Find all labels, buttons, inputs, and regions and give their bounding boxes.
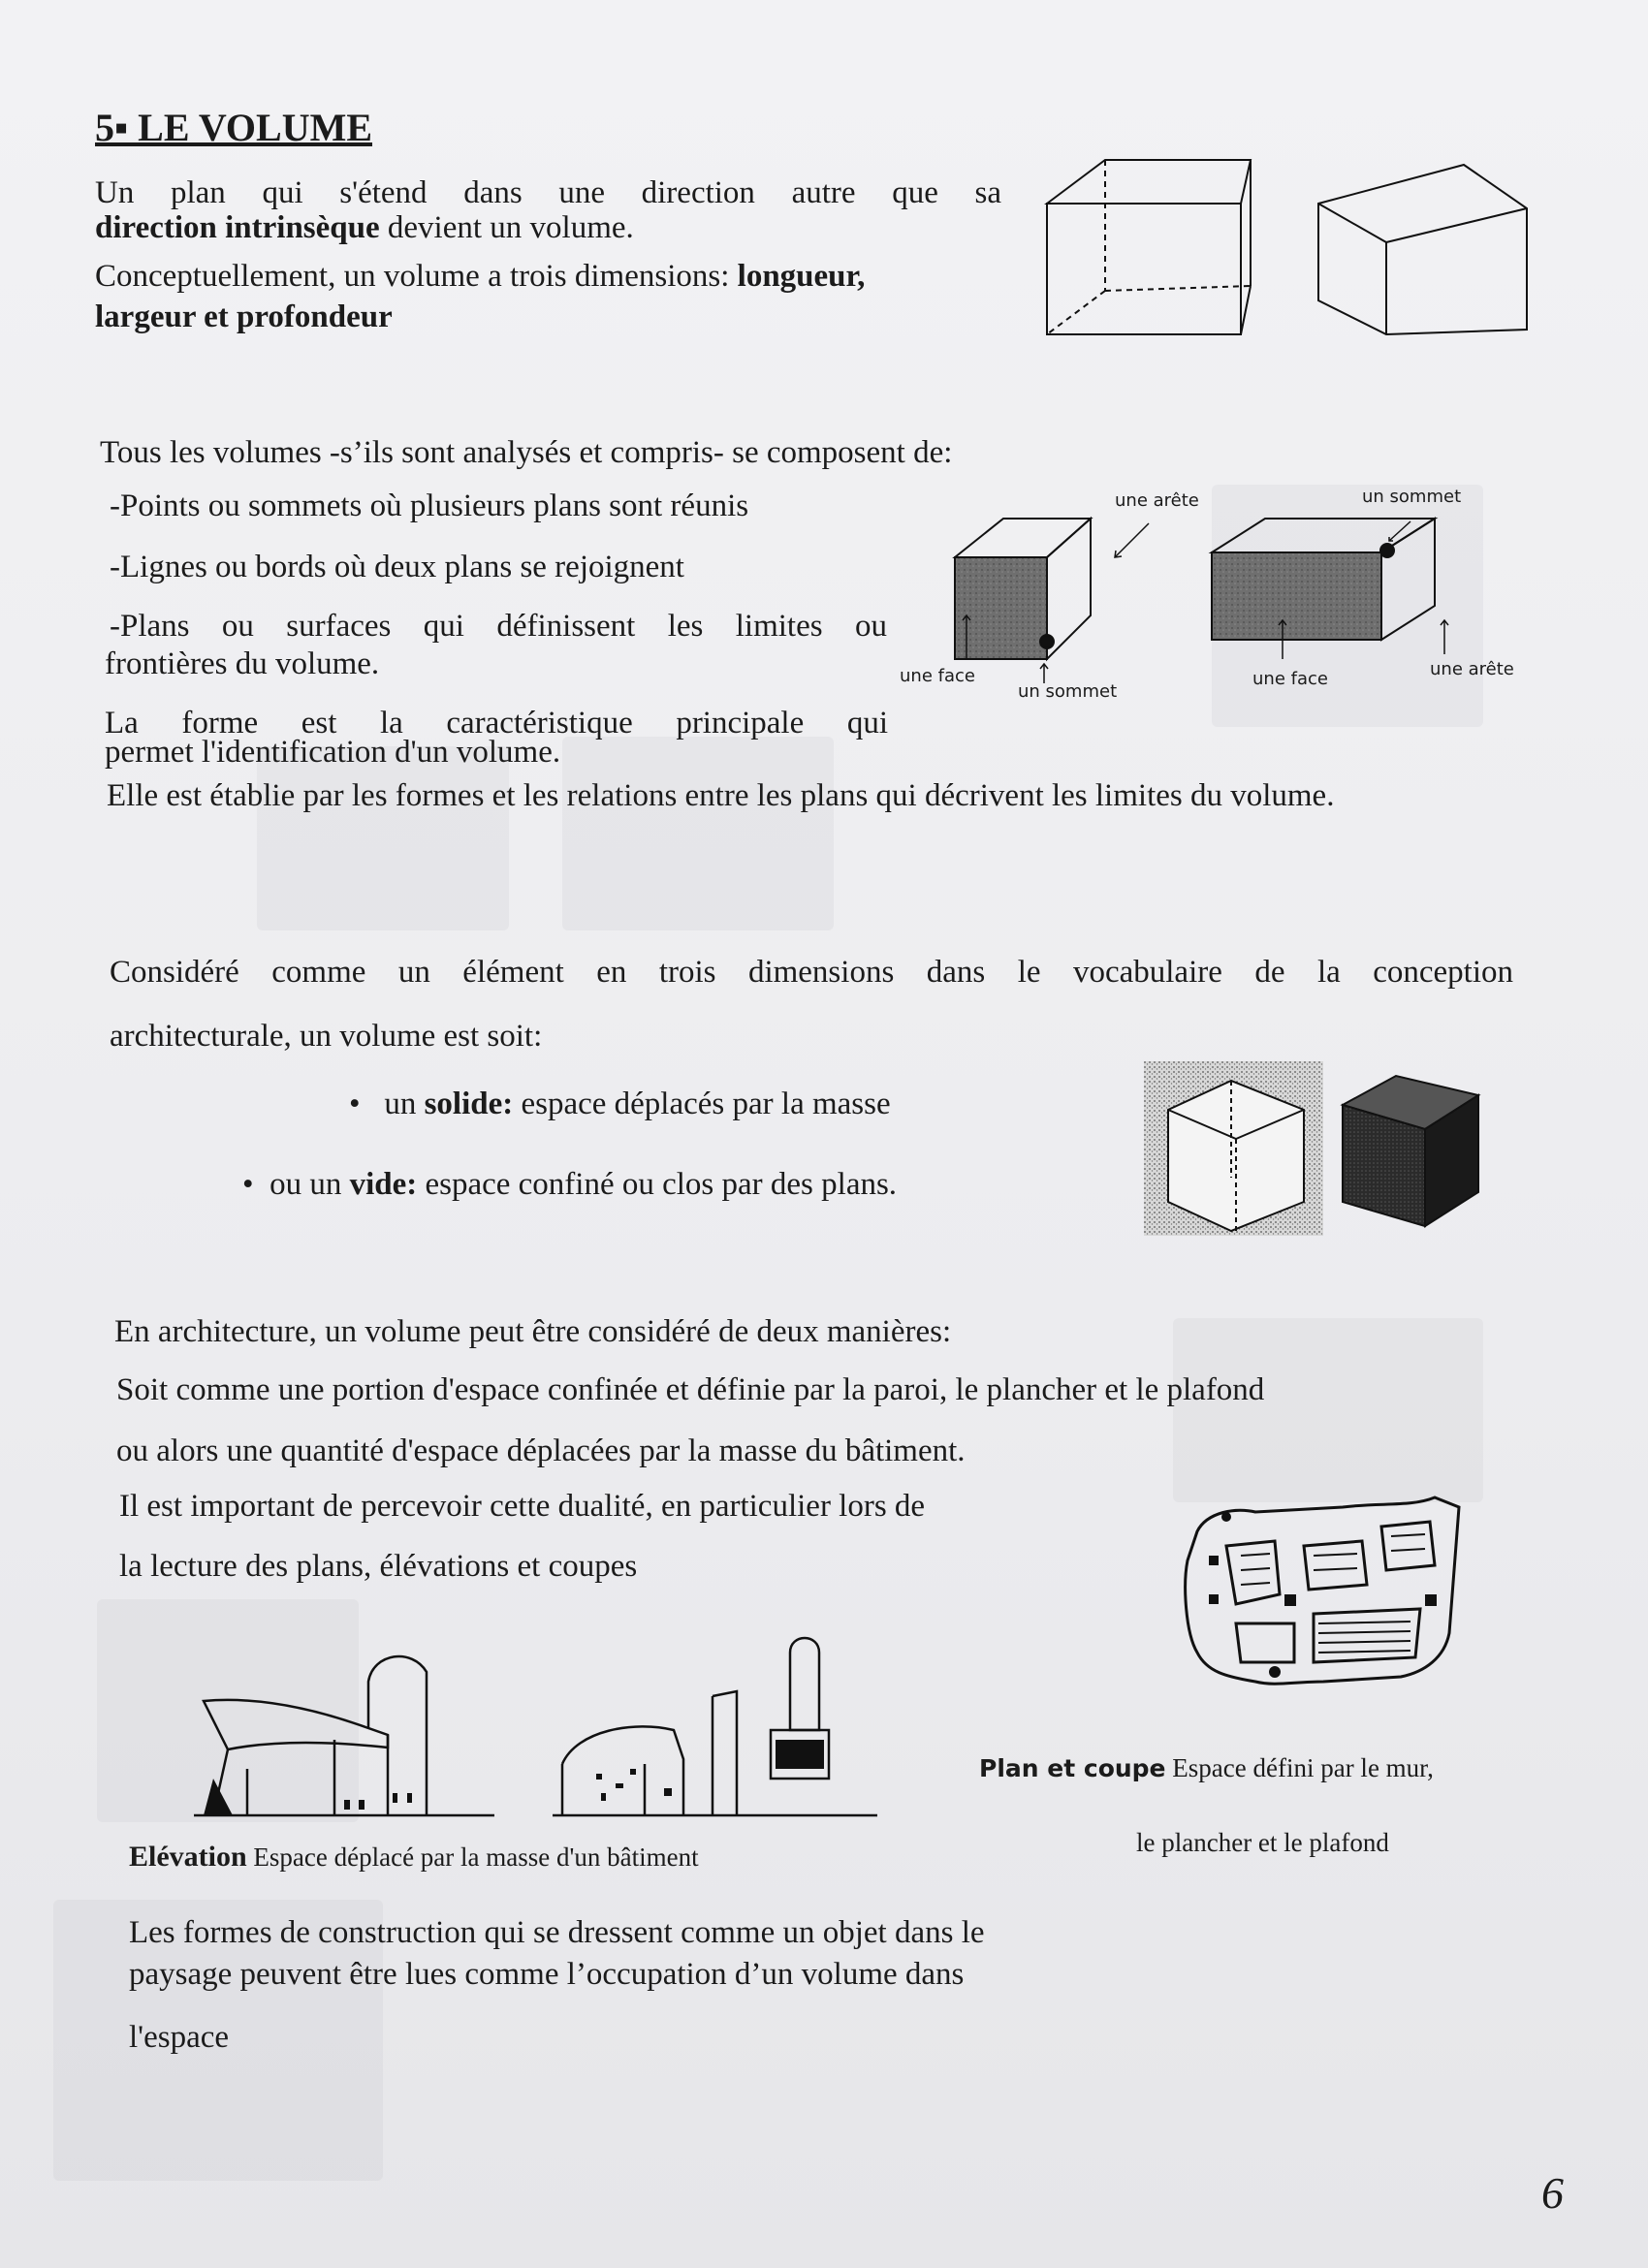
bullet-dot: •: [242, 1167, 270, 1202]
composition-item-points: -Points ou sommets où plusieurs plans sont réunis: [110, 488, 749, 523]
dimensions-bold-2: largeur et profondeur: [95, 299, 393, 334]
void-solid-figure: [1144, 1061, 1493, 1236]
intro-line-1: Un plan qui s'étend dans une direction autre que sa: [95, 175, 1001, 210]
wireframe-cubes-figure: [1037, 145, 1541, 339]
element-lead-1: Considéré comme un élément en trois dimensions dans le vocabulaire de la conception: [110, 955, 1513, 990]
bullet-solide-pre: un: [384, 1087, 425, 1121]
composition-item-lines: -Lignes ou bords où deux plans se rejoignent: [110, 550, 684, 584]
page-title: 5▪ LE VOLUME: [95, 106, 373, 149]
caption-elevation-bold: Elévation: [129, 1841, 247, 1873]
small-volume: [955, 519, 1091, 659]
architecture-line-1: En architecture, un volume peut être considéré de deux manières:: [114, 1314, 952, 1349]
dimensions-bold-1: longueur,: [737, 259, 866, 294]
elevation-drawing: [189, 1594, 887, 1822]
label-sommet-2: un sommet: [1362, 487, 1462, 507]
composition-item-planes-1: -Plans ou surfaces qui définissent les limites ou: [110, 609, 887, 644]
caption-plan-bold: Plan et coupe: [979, 1754, 1166, 1782]
wireframe-cube-solid: [1318, 165, 1527, 334]
forme-line-1: La forme est la caractéristique principale qui: [105, 706, 888, 740]
dimensions-line-2: [95, 299, 393, 337]
bullet-dot: •: [349, 1087, 385, 1121]
dimensions-line-1: [95, 258, 865, 297]
intro-line-2: [95, 209, 634, 248]
composition-item-planes-2: frontières du volume.: [105, 646, 380, 681]
forme-etablie: Elle est établie par les formes et les relations entre les plans qui décrivent les limites du volume.: [107, 778, 1335, 813]
forme-line-2: permet l'identification d'un volume.: [105, 735, 561, 770]
bullet-vide-term: vide:: [349, 1167, 418, 1202]
label-sommet-1: un sommet: [1018, 681, 1118, 702]
caption-plan-rest: Espace défini par le mur,: [1165, 1753, 1434, 1782]
wireframe-cube-hidden-edges: [1047, 160, 1251, 334]
bullet-vide: [242, 1166, 897, 1205]
solid-cube: [1343, 1076, 1478, 1226]
large-volume: [1212, 519, 1435, 640]
caption-elevation-rest: Espace déplacé par la masse d'un bâtiment: [246, 1843, 699, 1872]
label-face-2: une face: [1252, 669, 1328, 689]
bullet-solide-rest: espace déplacés par la masse: [513, 1087, 891, 1121]
volume-anatomy-figure: [945, 504, 1488, 698]
plan-drawing: [1168, 1488, 1478, 1701]
caption-elevation: [129, 1840, 699, 1874]
show-through-block: [1173, 1318, 1483, 1502]
architecture-line-2: Soit comme une portion d'espace confinée et définie par la paroi, le plancher et le plafond: [116, 1372, 1265, 1407]
show-through-block: [257, 746, 509, 930]
closing-line-2: paysage peuvent être lues comme l’occupation d’un volume dans: [129, 1957, 965, 1992]
bullet-vide-pre: ou un: [269, 1167, 350, 1202]
label-face-1: une face: [900, 666, 975, 686]
caption-plan-line-2: le plancher et le plafond: [1136, 1828, 1389, 1857]
label-arete-1: une arête: [1115, 490, 1199, 511]
architecture-line-3: ou alors une quantité d'espace déplacées par la masse du bâtiment.: [116, 1433, 966, 1468]
show-through-block: [562, 737, 834, 930]
element-lead-2: architecturale, un volume est soit:: [110, 1019, 543, 1054]
void-cube: [1168, 1081, 1304, 1231]
intro-bold-term: direction intrinsèque: [95, 210, 380, 245]
bullet-solide: [349, 1086, 891, 1124]
architecture-line-4: Il est important de percevoir cette dualité, en particulier lors de: [119, 1489, 926, 1524]
closing-line-1: Les formes de construction qui se dressent comme un objet dans le: [129, 1915, 985, 1950]
composition-lead: Tous les volumes -s’ils sont analysés et compris- se composent de:: [100, 435, 953, 470]
dimensions-text: Conceptuellement, un volume a trois dimensions:: [95, 259, 738, 294]
caption-plan-line-1: [979, 1752, 1434, 1783]
bullet-solide-term: solide:: [424, 1087, 514, 1121]
intro-line-2-rest: devient un volume.: [379, 210, 634, 245]
architecture-line-5: la lecture des plans, élévations et coupes: [119, 1549, 638, 1584]
label-arete-2: une arête: [1430, 659, 1514, 679]
bullet-vide-rest: espace confiné ou clos par des plans.: [417, 1167, 898, 1202]
closing-line-3: l'espace: [129, 2020, 230, 2055]
page-number: 6: [1541, 2168, 1564, 2218]
